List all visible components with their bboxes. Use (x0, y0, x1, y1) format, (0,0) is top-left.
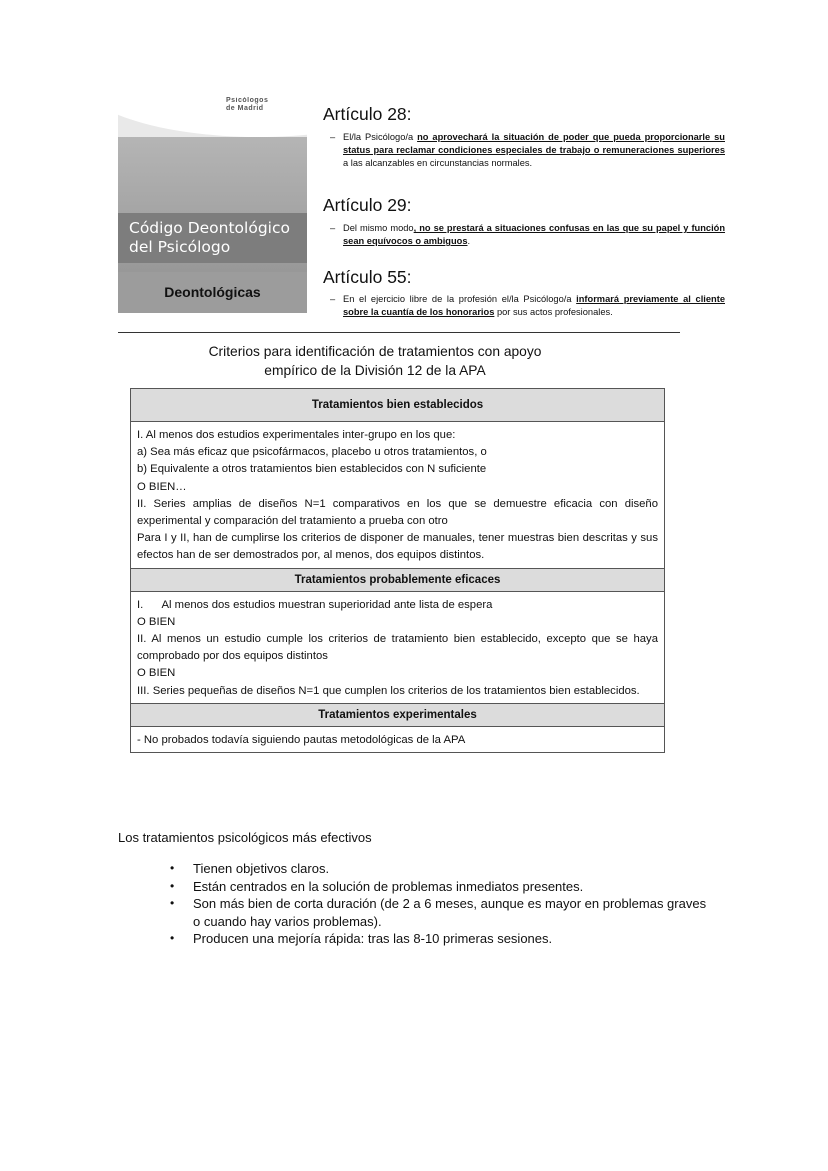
criteria-title-line2: empírico de la División 12 de la APA (264, 363, 486, 378)
criteria-line: - No probados todavía siguiendo pautas metodológicas de la APA (137, 733, 466, 746)
section-header-experimental: Tratamientos experimentales (131, 704, 664, 727)
cover-title (129, 219, 304, 257)
dash-glyph: – (330, 132, 336, 142)
list-item (168, 860, 708, 878)
article-55-p1: En el ejercicio libre de la profesión el/la Psicólogo/a (343, 294, 577, 304)
effective-treatments-list (168, 860, 708, 948)
section-header-probably-effective: Tratamientos probablemente eficaces (131, 569, 664, 592)
list-item (168, 895, 708, 930)
article-55-p2: por sus actos profesionales. (494, 307, 613, 317)
criteria-line: O BIEN (137, 615, 176, 628)
cover-title-line2: del Psicólogo (129, 238, 231, 256)
section-header-well-established: Tratamientos bien establecidos (131, 389, 664, 422)
bullet-icon: • (170, 878, 175, 893)
criteria-line: a) Sea más eficaz que psicofármacos, placebo u otros tratamientos, o (137, 446, 487, 459)
cover-image (118, 97, 307, 313)
section-body-probably-effective (131, 592, 664, 704)
article-28-p1: El/la Psicólogo/a (343, 132, 418, 142)
article-28-underlined: no aprovechará la situación de poder que pueda proporcionarle su status para reclamar condiciones especiales de trabajo o remuneraciones superiores (343, 132, 725, 155)
effective-treatments-intro: Los tratamientos psicológicos más efectivos (118, 830, 372, 845)
criteria-line: II. Series amplias de diseños N=1 comparativos en los que se demuestre eficacia con diseño experimental y comparación del tratamiento a prueba con otro (137, 497, 658, 528)
horizontal-rule (118, 332, 680, 333)
article-55-text (330, 293, 725, 319)
article-55-underlined: informará previamente al cliente sobre la cuantía de los honorarios (343, 294, 725, 317)
article-29-p2: . (467, 236, 471, 246)
criteria-line: III. Series pequeñas de diseños N=1 que cumplen los criterios de los tratamientos bien establecidos. (137, 684, 640, 697)
bullet-icon: • (170, 861, 175, 875)
cover-title-line1: Código Deontológico (129, 219, 290, 237)
bullet-icon: • (170, 896, 175, 911)
list-item-text: Están centrados en la solución de problemas inmediatos presentes. (193, 878, 584, 894)
cover-subtitle: Deontológicas (164, 284, 261, 300)
criteria-line: I. Al menos dos estudios muestran superioridad ante lista de espera (137, 598, 493, 611)
dash-glyph: – (330, 294, 336, 304)
cover-logo (226, 97, 268, 113)
criteria-title (160, 342, 590, 380)
criteria-title-line1: Criterios para identificación de tratamientos con apoyo (208, 344, 542, 359)
list-item (168, 930, 708, 948)
criteria-table (130, 388, 665, 753)
list-item (168, 878, 708, 896)
list-item-text: Producen una mejoría rápida: tras las 8-10 primeras sesiones. (193, 931, 553, 947)
criteria-line: b) Equivalente a otros tratamientos bien establecidos con N suficiente (137, 463, 487, 476)
cover-logo-line2: de Madrid (226, 105, 264, 112)
article-29-text (330, 222, 725, 248)
article-29-underlined: , no se prestará a situaciones confusas en las que su papel y función sean equívocos o ambiguos (343, 223, 726, 246)
article-29-heading: Artículo 29: (323, 195, 412, 215)
article-29-p1: Del mismo modo (343, 223, 414, 233)
criteria-line: O BIEN… (137, 480, 187, 493)
list-item-text: Tienen objetivos claros. (193, 861, 330, 876)
criteria-line: I. Al menos dos estudios experimentales inter-grupo en los que: (137, 429, 456, 441)
section-body-experimental (131, 727, 664, 752)
criteria-line: II. Al menos un estudio cumple los criterios de tratamiento bien establecido, excepto que se haya comprobado por dos equipos distintos (137, 633, 658, 663)
list-item-text: Son más bien de corta duración (de 2 a 6 meses, aunque es mayor en problemas graves o cuando hay varios problemas). (193, 896, 707, 929)
bullet-icon: • (170, 931, 175, 946)
article-28-heading: Artículo 28: (323, 104, 412, 124)
dash-glyph: – (330, 223, 336, 233)
article-28-p2: a las alcanzables en circunstancias normales. (343, 158, 533, 168)
article-28-text (330, 131, 725, 170)
criteria-line: Para I y II, han de cumplirse los criterios de disponer de manuales, tener muestras bien descritas y sus efectos han de ser demostrados por, al menos, dos equipos distintos. (137, 532, 658, 562)
cover-logo-line1: Psicólogos (226, 97, 269, 104)
section-body-well-established (131, 422, 664, 569)
article-55-heading: Artículo 55: (323, 267, 412, 287)
criteria-line: O BIEN (137, 667, 176, 680)
